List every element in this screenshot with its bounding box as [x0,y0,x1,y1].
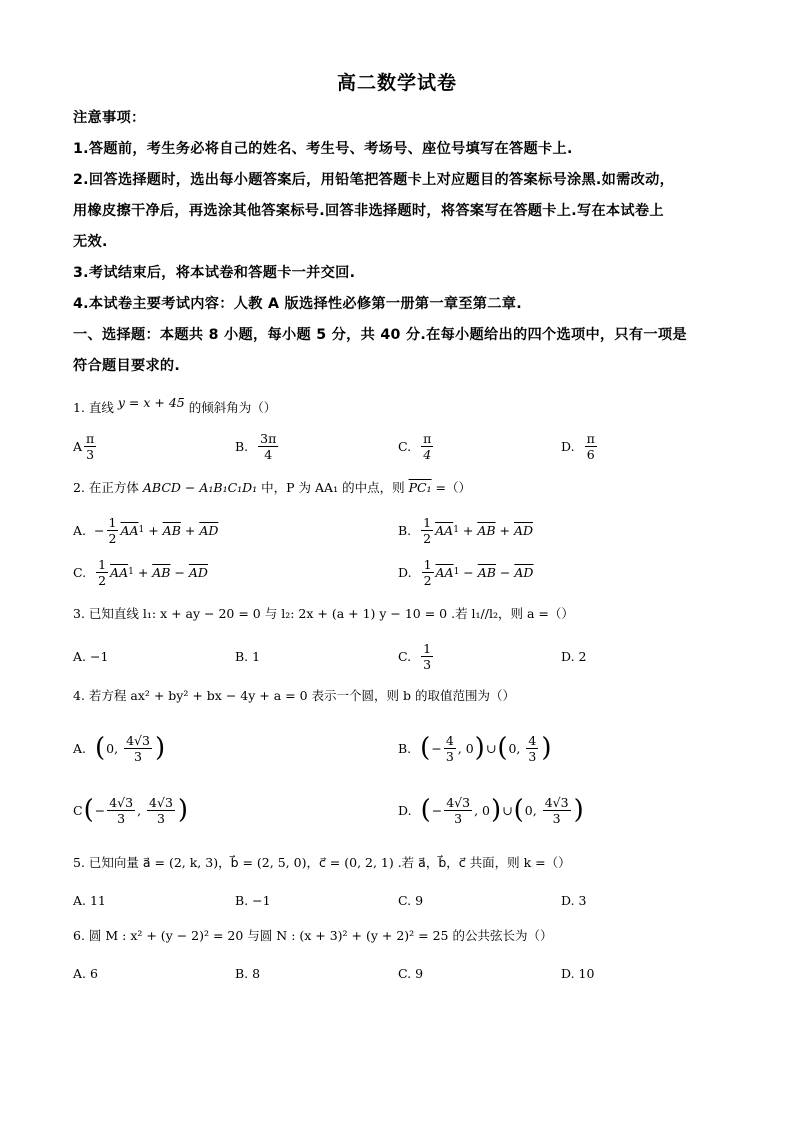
section-heading: 一、选择题：本题共 8 小题，每小题 5 分，共 40 分.在每小题给出的四个选项中，只有一项是 [73,327,687,343]
q5-option-b[interactable]: B. −1 [235,892,271,908]
q4-option-d[interactable]: D. ( − $\frac{4√3}{3}$ , 0 ) ∪ ( 0, $\frac{4√3}{3}$ ) [398,794,584,826]
question-1-options [73,426,733,466]
q3-option-d[interactable]: D. 2 [561,648,587,664]
question-6-options [73,953,733,993]
q1-d-frac: $\frac{\pi}{6}$ [586,430,595,462]
notice-item-2-cont: 用橡皮擦干净后，再选涂其他答案标号.回答非选择题时，将答案写在答题卡上.写在本试卷上 [73,203,664,219]
page-title: 高二数学试卷 [336,72,457,94]
question-4-options-row1 [73,728,733,768]
q1-option-b[interactable]: B. $\frac{3\pi}{4}$ [235,430,277,462]
q2-option-b[interactable]: B. $\frac{1}{2}$ $\overline{AA}$ 1 + $\overline{AB}$ + $\overline{AD}$ [398,514,534,546]
notice-item-2-end: 无效. [73,234,108,250]
q6-option-a[interactable]: A. 6 [73,965,98,981]
q2-option-c[interactable]: C. $\frac{1}{2}$ $\overline{AA}$ 1 + $\overline{AB}$ − $\overline{AD}$ [73,556,208,588]
q6-option-d[interactable]: D. 10 [561,965,595,981]
question-6: 6. 圆 M : x² + (y − 2)² = 20 与圆 N : (x + 3)² + (y + 2)² = 25 的公共弦长为（） [73,928,553,943]
q4-option-a[interactable]: A. ( 0, $\frac{4√3}{3}$ ) [73,732,166,764]
question-5: 5. 已知向量 a⃗ = (2, k, 3)，b⃗ = (2, 5, 0)，c⃗ = (0, 2, 1) .若 a⃗，b⃗，c⃗ 共面，则 k =（） [73,855,571,870]
q6-option-c[interactable]: C. 9 [398,965,424,981]
q5-option-d[interactable]: D. 3 [561,892,587,908]
section-heading-cont: 符合题目要求的. [73,358,181,374]
notice-heading: 注意事项： [73,110,146,126]
q2-option-a[interactable]: A. − $\frac{1}{2}$ $\overline{AA}$ 1 + $\overline{AB}$ + $\overline{AD}$ [73,514,219,546]
question-2: 2. 在正方体 ABCD − A₁B₁C₁D₁ 中，P 为 AA₁ 的中点，则 PC₁ =（） [73,480,472,495]
notice-item-4: 4.本试卷主要考试内容：人教 A 版选择性必修第一册第一章至第二章. [73,296,522,312]
q4-option-b[interactable]: B. ( − $\frac{4}{3}$ , 0 ) ∪ ( 0, $\frac{4}{3}$ ) [398,732,552,764]
question-2-options-row1 [73,510,733,550]
question-3-options [73,636,733,676]
q1-a-frac: $\frac{\pi}{3}$ [86,430,95,462]
question-4-options-row2 [73,790,733,830]
question-3: 3. 已知直线 l₁: x + ay − 20 = 0 与 l₂: 2x + (a + 1) y − 10 = 0 .若 l₁//l₂，则 a =（） [73,606,574,621]
q3-option-a[interactable]: A. −1 [73,648,109,664]
question-5-options [73,880,733,920]
q3-option-c[interactable]: C. $\frac{1}{3}$ [398,640,432,672]
q1-formula: y = x + 45 [117,395,185,410]
q2-option-d[interactable]: D. $\frac{1}{2}$ $\overline{AA}$ 1 − $\overline{AB}$ − $\overline{AD}$ [398,556,534,588]
notice-item-3: 3.考试结束后，将本试卷和答题卡一并交回. [73,265,356,281]
notice-item-2: 2.回答选择题时，选出每小题答案后，用铅笔把答题卡上对应题目的答案标号涂黑.如需改动， [73,172,675,188]
q1-b-frac: $\frac{3\pi}{4}$ [260,430,277,462]
q5-option-c[interactable]: C. 9 [398,892,424,908]
question-4: 4. 若方程 ax² + by² + bx − 4y + a = 0 表示一个圆，则 b 的取值范围为（） [73,688,515,703]
q1-option-a[interactable]: A $\frac{\pi}{3}$ [73,430,95,462]
q6-option-b[interactable]: B. 8 [235,965,261,981]
q1-option-c[interactable]: C. $\frac{\pi}{4}$ [398,430,432,462]
q3-option-b[interactable]: B. 1 [235,648,261,664]
q5-option-a[interactable]: A. 11 [73,892,106,908]
q1-c-frac: $\frac{\pi}{4}$ [423,430,432,462]
question-1: 1. 直线 y = x + 45 的倾斜角为（） [73,395,277,415]
q1-option-d[interactable]: D. $\frac{\pi}{6}$ [561,430,595,462]
vector-pc1: PC₁ [408,480,432,495]
q4-option-c[interactable]: C ( − $\frac{4√3}{3}$ , $\frac{4√3}{3}$ ) [73,794,189,826]
notice-item-1: 1.答题前，考生务必将自己的姓名、考生号、考场号、座位号填写在答题卡上. [73,141,573,157]
question-2-options-row2 [73,552,733,592]
